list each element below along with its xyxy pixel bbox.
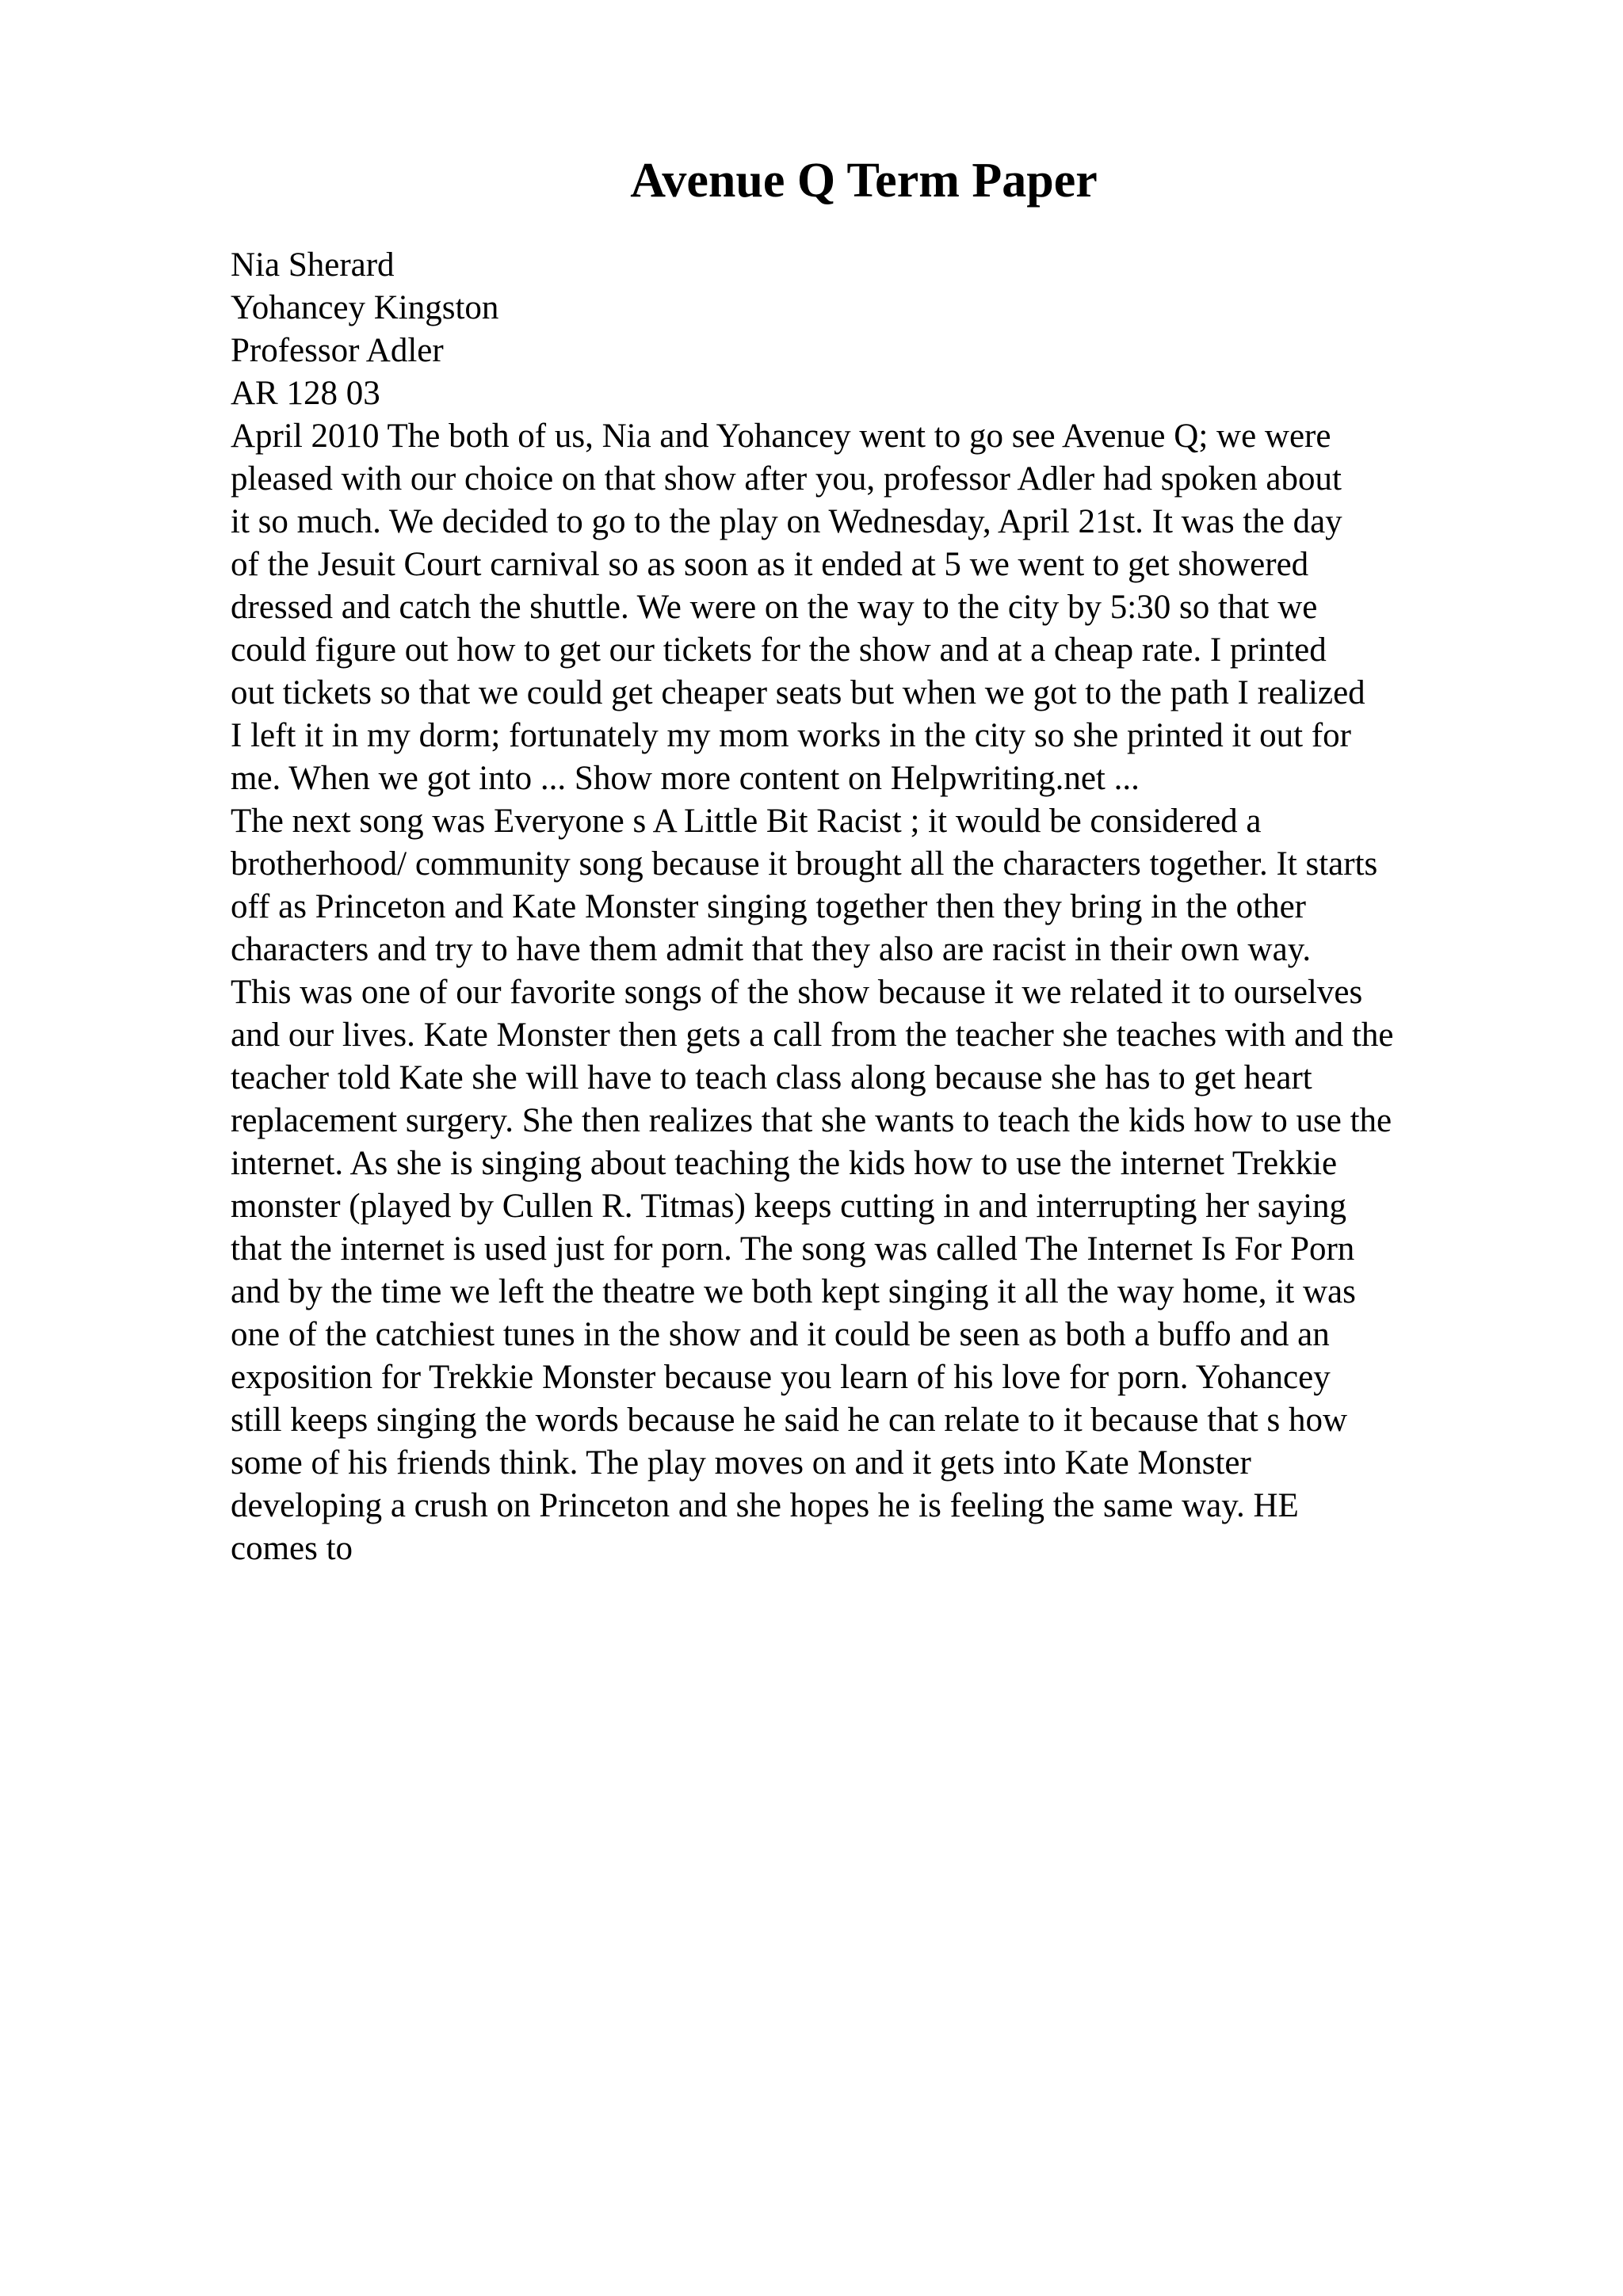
text-line: and by the time we left the theatre we both kept singing it all the way home, it was	[231, 1273, 1356, 1310]
text-line: monster (played by Cullen R. Titmas) keeps cutting in and interrupting her saying	[231, 1188, 1347, 1225]
text-line: comes to	[231, 1530, 353, 1567]
text-line: out tickets so that we could get cheaper seats but when we got to the path I realized	[231, 674, 1365, 711]
text-line: This was one of our favorite songs of the show because it we related it to ourselves	[231, 974, 1363, 1011]
document-body	[231, 244, 1514, 1570]
text-line: brotherhood/ community song because it brought all the characters together. It starts	[231, 845, 1378, 883]
paragraph-2	[231, 800, 1514, 1570]
text-line: dressed and catch the shuttle. We were on the way to the city by 5:30 so that we	[231, 589, 1318, 626]
text-line: exposition for Trekkie Monster because you learn of his love for porn. Yohancey	[231, 1359, 1331, 1396]
text-line: could figure out how to get our tickets for the show and at a cheap rate. I printed	[231, 631, 1327, 669]
text-line: me. When we got into ... Show more content on Helpwriting.net ...	[231, 760, 1140, 797]
text-line: internet. As she is singing about teaching the kids how to use the internet Trekkie	[231, 1145, 1338, 1182]
text-line: it so much. We decided to go to the play on Wednesday, April 21st. It was the day	[231, 503, 1342, 540]
text-line: of the Jesuit Court carnival so as soon as it ended at 5 we went to get showered	[231, 546, 1309, 583]
text-line: and our lives. Kate Monster then gets a call from the teacher she teaches with and the	[231, 1016, 1394, 1054]
text-line: I left it in my dorm; fortunately my mom works in the city so she printed it out for	[231, 717, 1352, 754]
text-line: April 2010 The both of us, Nia and Yohancey went to go see Avenue Q; we were	[231, 418, 1331, 455]
text-line: off as Princeton and Kate Monster singing together then they bring in the other	[231, 888, 1306, 925]
text-line: one of the catchiest tunes in the show and it could be seen as both a buffo and an	[231, 1316, 1330, 1353]
professor-name: Professor Adler	[231, 332, 444, 369]
text-line: The next song was Everyone s A Little Bit Racist ; it would be considered a	[231, 803, 1262, 840]
text-line: teacher told Kate she will have to teach class along because she has to get heart	[231, 1059, 1312, 1097]
text-line: characters and try to have them admit that they also are racist in their own way.	[231, 931, 1312, 968]
text-line: replacement surgery. She then realizes that she wants to teach the kids how to use the	[231, 1102, 1392, 1139]
author-name-1: Nia Sherard	[231, 246, 395, 284]
text-line: pleased with our choice on that show after you, professor Adler had spoken about	[231, 460, 1342, 498]
text-line: that the internet is used just for porn. The song was called The Internet Is For Porn	[231, 1230, 1355, 1268]
document-title: Avenue Q Term Paper	[630, 154, 1098, 208]
author-block	[231, 244, 1514, 415]
text-line: developing a crush on Princeton and she hopes he is feeling the same way. HE	[231, 1487, 1299, 1524]
text-line: still keeps singing the words because he said he can relate to it because that s how	[231, 1402, 1348, 1439]
course-code: AR 128 03	[231, 375, 380, 412]
author-name-2: Yohancey Kingston	[231, 289, 499, 326]
text-line: some of his friends think. The play moves on and it gets into Kate Monster	[231, 1444, 1251, 1482]
paragraph-1	[231, 415, 1514, 800]
